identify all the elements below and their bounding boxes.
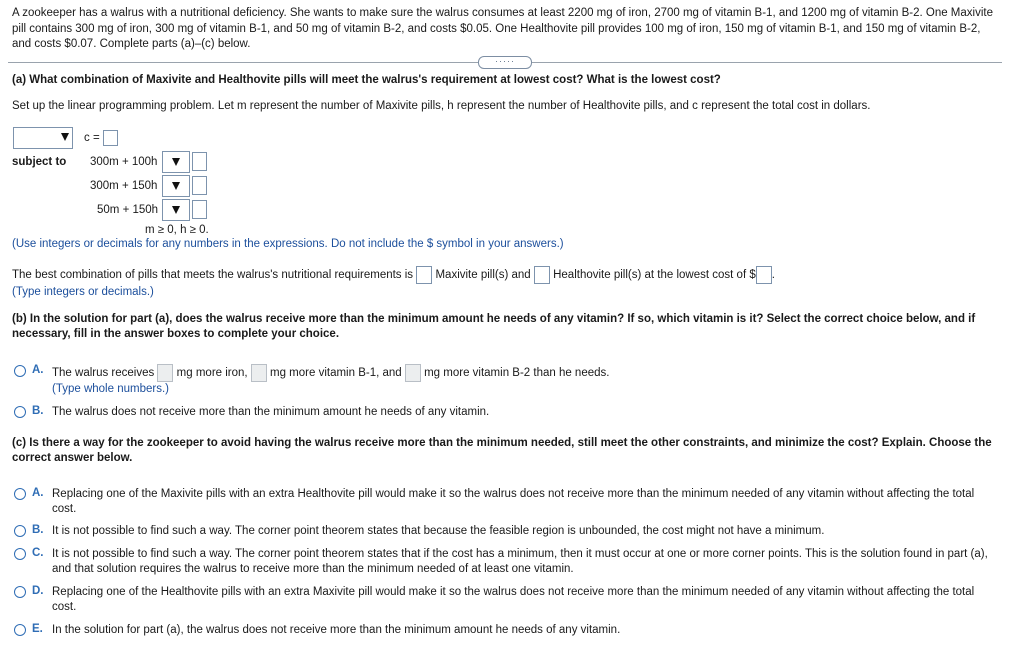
best-mid1: Maxivite pill(s) and bbox=[435, 269, 531, 282]
constraint-2-input[interactable] bbox=[192, 176, 207, 195]
healthovite-count-input[interactable] bbox=[534, 266, 550, 284]
option-text: It is not possible to find such a way. The corner point theorem states that if the cost has a minimum, then it must occur at one or more corner points. This is the solution found in part (a), and that solution requires the walrus to receive more than the minimum needed of at least one vitamin. bbox=[52, 548, 988, 575]
part-a-hint: (Use integers or decimals for any numbers in the expressions. Do not include the $ symbol in your answers.) bbox=[12, 238, 564, 250]
option-letter: B. bbox=[32, 405, 44, 417]
best-combination-row bbox=[12, 266, 775, 284]
iron-excess-input[interactable] bbox=[157, 364, 173, 382]
option-letter: E. bbox=[32, 623, 43, 635]
best-mid2: Healthovite pill(s) at the lowest cost of $ bbox=[553, 269, 756, 282]
chevron-down-icon bbox=[172, 158, 180, 166]
b1-excess-input[interactable] bbox=[251, 364, 267, 382]
maxivite-count-input[interactable] bbox=[416, 266, 432, 284]
chevron-down-icon bbox=[172, 206, 180, 214]
part-a-setup: Set up the linear programming problem. Let m represent the number of Maxivite pills, h represent the number of Healthovite pills, and c represent the total cost in dollars. bbox=[12, 100, 871, 112]
option-letter: A. bbox=[32, 364, 44, 376]
constraint-2-relation-dropdown[interactable] bbox=[162, 175, 190, 197]
constraint-1-expr: 300m + 100h bbox=[90, 156, 158, 168]
radio-button[interactable] bbox=[14, 406, 26, 418]
objective-input[interactable] bbox=[103, 130, 118, 146]
constraint-3-expr: 50m + 150h bbox=[97, 204, 159, 216]
lowest-cost-input[interactable] bbox=[756, 266, 772, 284]
constraint-1-input[interactable] bbox=[192, 152, 207, 171]
nonnegativity-constraint: m ≥ 0, h ≥ 0. bbox=[145, 224, 209, 236]
objective-prefix: c = bbox=[84, 132, 100, 145]
constraint-1-relation-dropdown[interactable] bbox=[162, 151, 190, 173]
option-letter: B. bbox=[32, 524, 44, 536]
part-c-question: (c) Is there a way for the zookeeper to avoid having the walrus receive more than the minimum needed, still meet the other constraints, and minimize the cost? Explain. Choose the correct answer below. bbox=[12, 437, 992, 464]
constraint-3-input[interactable] bbox=[192, 200, 207, 219]
part-b-question: (b) In the solution for part (a), does the walrus receive more than the minimum amount he needs of any vitamin? If so, which vitamin is it? Select the correct choice below, and if necessary, fill in the answer boxes to complete your choice. bbox=[12, 313, 976, 340]
objective-row bbox=[84, 130, 118, 146]
best-end: . bbox=[771, 269, 775, 282]
constraint-2-expr: 300m + 150h bbox=[90, 180, 158, 192]
best-hint: (Type integers or decimals.) bbox=[12, 286, 154, 298]
option-letter: A. bbox=[32, 487, 44, 499]
expand-more-button[interactable]: ····· bbox=[478, 56, 532, 69]
option-a-content bbox=[52, 364, 992, 382]
radio-button[interactable] bbox=[14, 624, 26, 636]
radio-button[interactable] bbox=[14, 548, 26, 560]
option-a-text-1: The walrus receives bbox=[52, 367, 155, 380]
option-a-text-3: mg more vitamin B-1, and bbox=[270, 367, 402, 380]
option-a-hint: (Type whole numbers.) bbox=[52, 383, 169, 395]
option-text: It is not possible to find such a way. The corner point theorem states that because the feasible region is unbounded, the cost might not have a minimum. bbox=[52, 525, 825, 537]
b2-excess-input[interactable] bbox=[405, 364, 421, 382]
option-letter: D. bbox=[32, 585, 44, 597]
radio-button[interactable] bbox=[14, 525, 26, 537]
option-letter: C. bbox=[32, 547, 44, 559]
option-a-text-4: mg more vitamin B-2 than he needs. bbox=[424, 367, 610, 380]
objective-type-dropdown[interactable] bbox=[13, 127, 73, 149]
chevron-down-icon bbox=[61, 133, 69, 141]
radio-button[interactable] bbox=[14, 365, 26, 377]
chevron-down-icon bbox=[172, 182, 180, 190]
radio-button[interactable] bbox=[14, 586, 26, 598]
problem-statement: A zookeeper has a walrus with a nutritional deficiency. She wants to make sure the walrus consumes at least 2200 mg of iron, 2700 mg of vitamin B-1, and 1200 mg of vitamin B-2. One Maxivite pill contains 300 mg of iron, 300 mg of vitamin B-1, and 50 mg of vitamin B-2, and costs $0.05. One Healthovite pill provides 100 mg of iron, 150 mg of vitamin B-1, and 150 mg of vitamin B-2, and costs $0.07. Complete parts (a)–(c) below. bbox=[12, 7, 993, 50]
radio-button[interactable] bbox=[14, 488, 26, 500]
subject-to-label: subject to bbox=[12, 156, 67, 168]
option-text: Replacing one of the Healthovite pills with an extra Maxivite pill would make it so the walrus does not receive more than the minimum needed of any vitamin without affecting the total cost. bbox=[52, 586, 975, 613]
part-a-question: (a) What combination of Maxivite and Healthovite pills will meet the walrus's requirement at lowest cost? What is the lowest cost? bbox=[12, 74, 721, 86]
best-prefix: The best combination of pills that meets the walrus's nutritional requirements is bbox=[12, 269, 414, 282]
option-b-text: The walrus does not receive more than the minimum amount he needs of any vitamin. bbox=[52, 406, 490, 418]
constraint-3-relation-dropdown[interactable] bbox=[162, 199, 190, 221]
option-text: In the solution for part (a), the walrus does not receive more than the minimum amount he needs of any vitamin. bbox=[52, 624, 621, 636]
option-text: Replacing one of the Maxivite pills with an extra Healthovite pill would make it so the walrus does not receive more than the minimum needed of any vitamin without affecting the total cost. bbox=[52, 488, 975, 515]
option-a-text-2: mg more iron, bbox=[176, 367, 248, 380]
